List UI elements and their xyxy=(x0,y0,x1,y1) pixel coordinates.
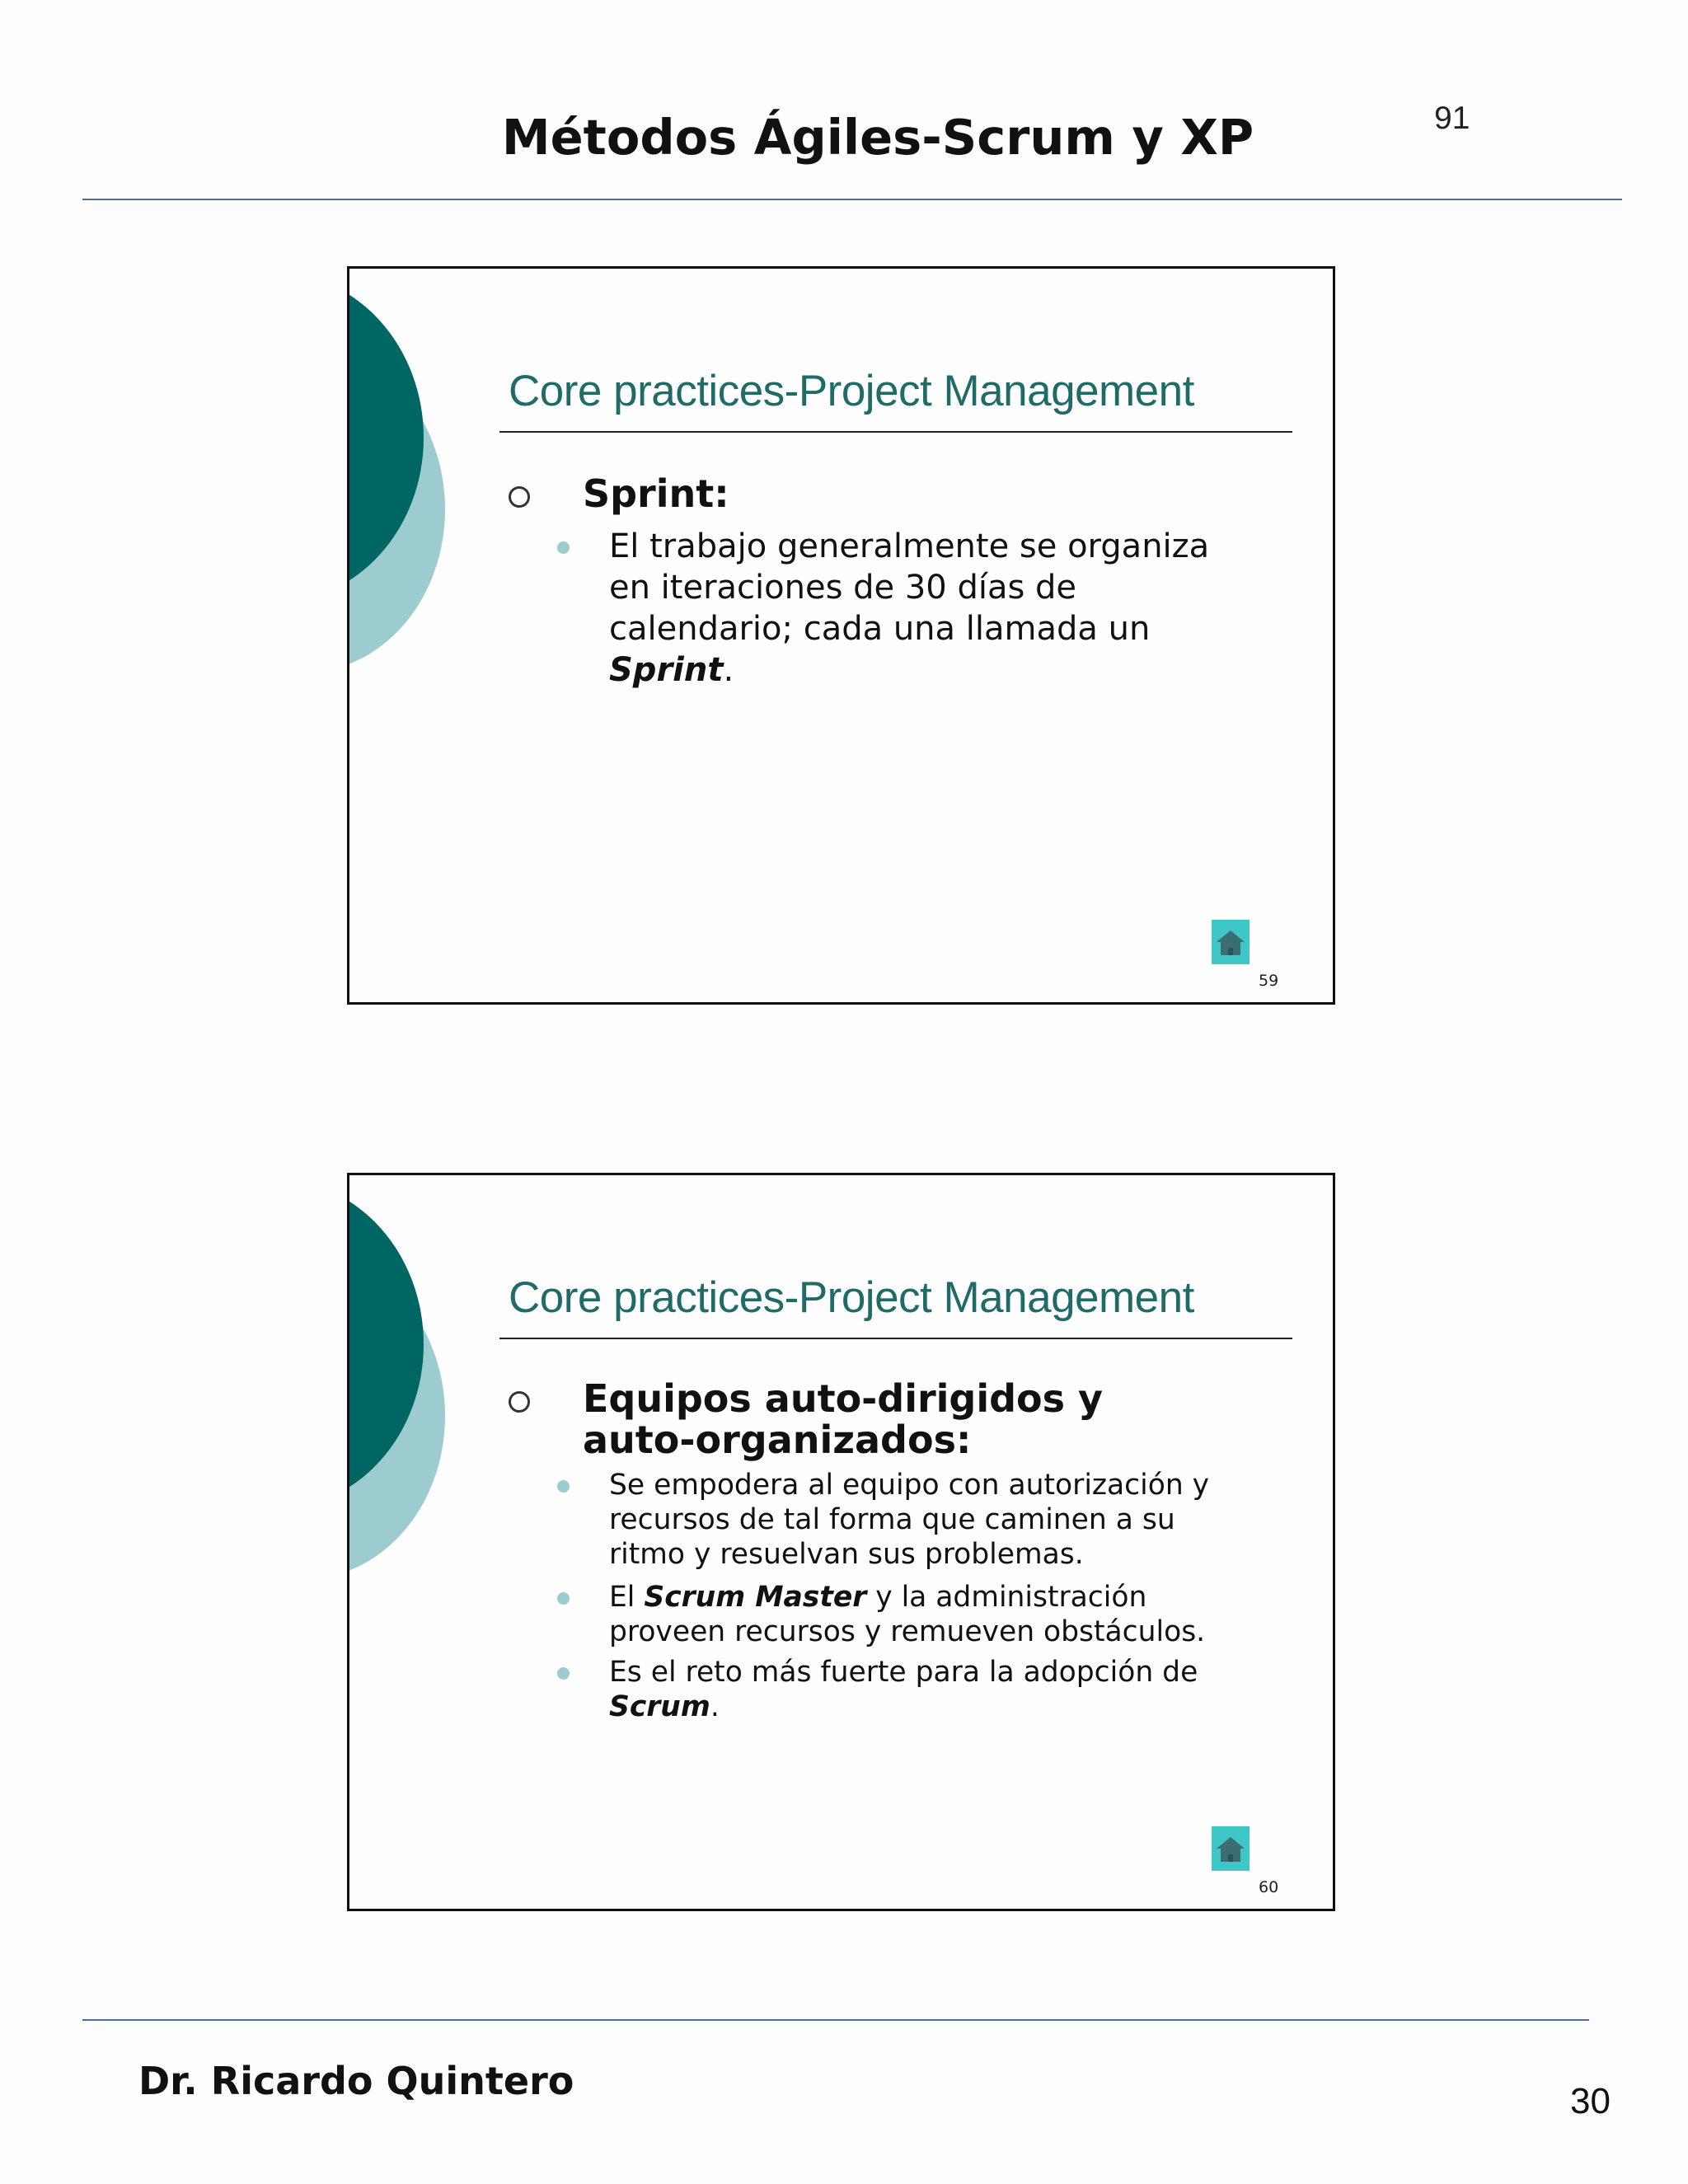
footer-divider xyxy=(82,2019,1589,2021)
bullet-heading: Equipos auto-dirigidos y auto-organizados: xyxy=(583,1376,1104,1462)
dot-bullet-icon xyxy=(557,1480,570,1493)
level2-bullet-item xyxy=(557,526,1241,691)
slide-number: 60 xyxy=(1259,1878,1279,1896)
level1-bullet-item xyxy=(509,1378,1267,1460)
level2-bullet-item xyxy=(557,1655,1241,1724)
bullet-heading: Sprint: xyxy=(583,471,729,516)
slide-number: 59 xyxy=(1259,972,1279,990)
header-divider xyxy=(82,199,1622,200)
home-icon xyxy=(1212,1826,1250,1871)
bullet-text: El Scrum Master y la administración proveen recursos y remueven obstáculos. xyxy=(609,1581,1206,1648)
page-title: Métodos Ágiles-Scrum y XP xyxy=(501,109,1254,166)
bullet-text: El trabajo generalmente se organiza en iteraciones de 30 días de calendario; cada una llamada un Sprint. xyxy=(609,527,1210,689)
dot-bullet-icon xyxy=(557,541,570,554)
slide-title-divider xyxy=(499,431,1292,433)
level2-bullet-item xyxy=(557,1580,1241,1649)
author-name: Dr. Ricardo Quintero xyxy=(138,2059,574,2103)
dot-bullet-icon xyxy=(557,1592,570,1605)
slide-title: Core practices-Project Management xyxy=(509,1273,1194,1322)
home-button[interactable] xyxy=(1212,920,1250,964)
slide-title-divider xyxy=(499,1338,1292,1339)
slide-decoration xyxy=(349,1175,465,1587)
hollow-circle-bullet-icon xyxy=(509,1391,530,1413)
dot-bullet-icon xyxy=(557,1667,570,1680)
page-number-top: 91 xyxy=(1434,101,1470,136)
slide-59 xyxy=(347,266,1335,1005)
level1-bullet-item xyxy=(509,473,1267,514)
slide-60 xyxy=(347,1173,1335,1911)
level2-bullet-item xyxy=(557,1468,1241,1572)
bullet-text: Se empodera al equipo con autorización y recursos de tal forma que caminen a su ritmo y resuelvan sus problemas. xyxy=(609,1469,1210,1571)
home-button[interactable] xyxy=(1212,1826,1250,1871)
page-number-bottom: 30 xyxy=(1570,2081,1611,2121)
slide-title: Core practices-Project Management xyxy=(509,367,1194,415)
home-icon xyxy=(1212,920,1250,964)
hollow-circle-bullet-icon xyxy=(509,486,530,508)
slide-decoration xyxy=(349,269,465,681)
bullet-text: Es el reto más fuerte para la adopción de Scrum. xyxy=(609,1656,1198,1723)
